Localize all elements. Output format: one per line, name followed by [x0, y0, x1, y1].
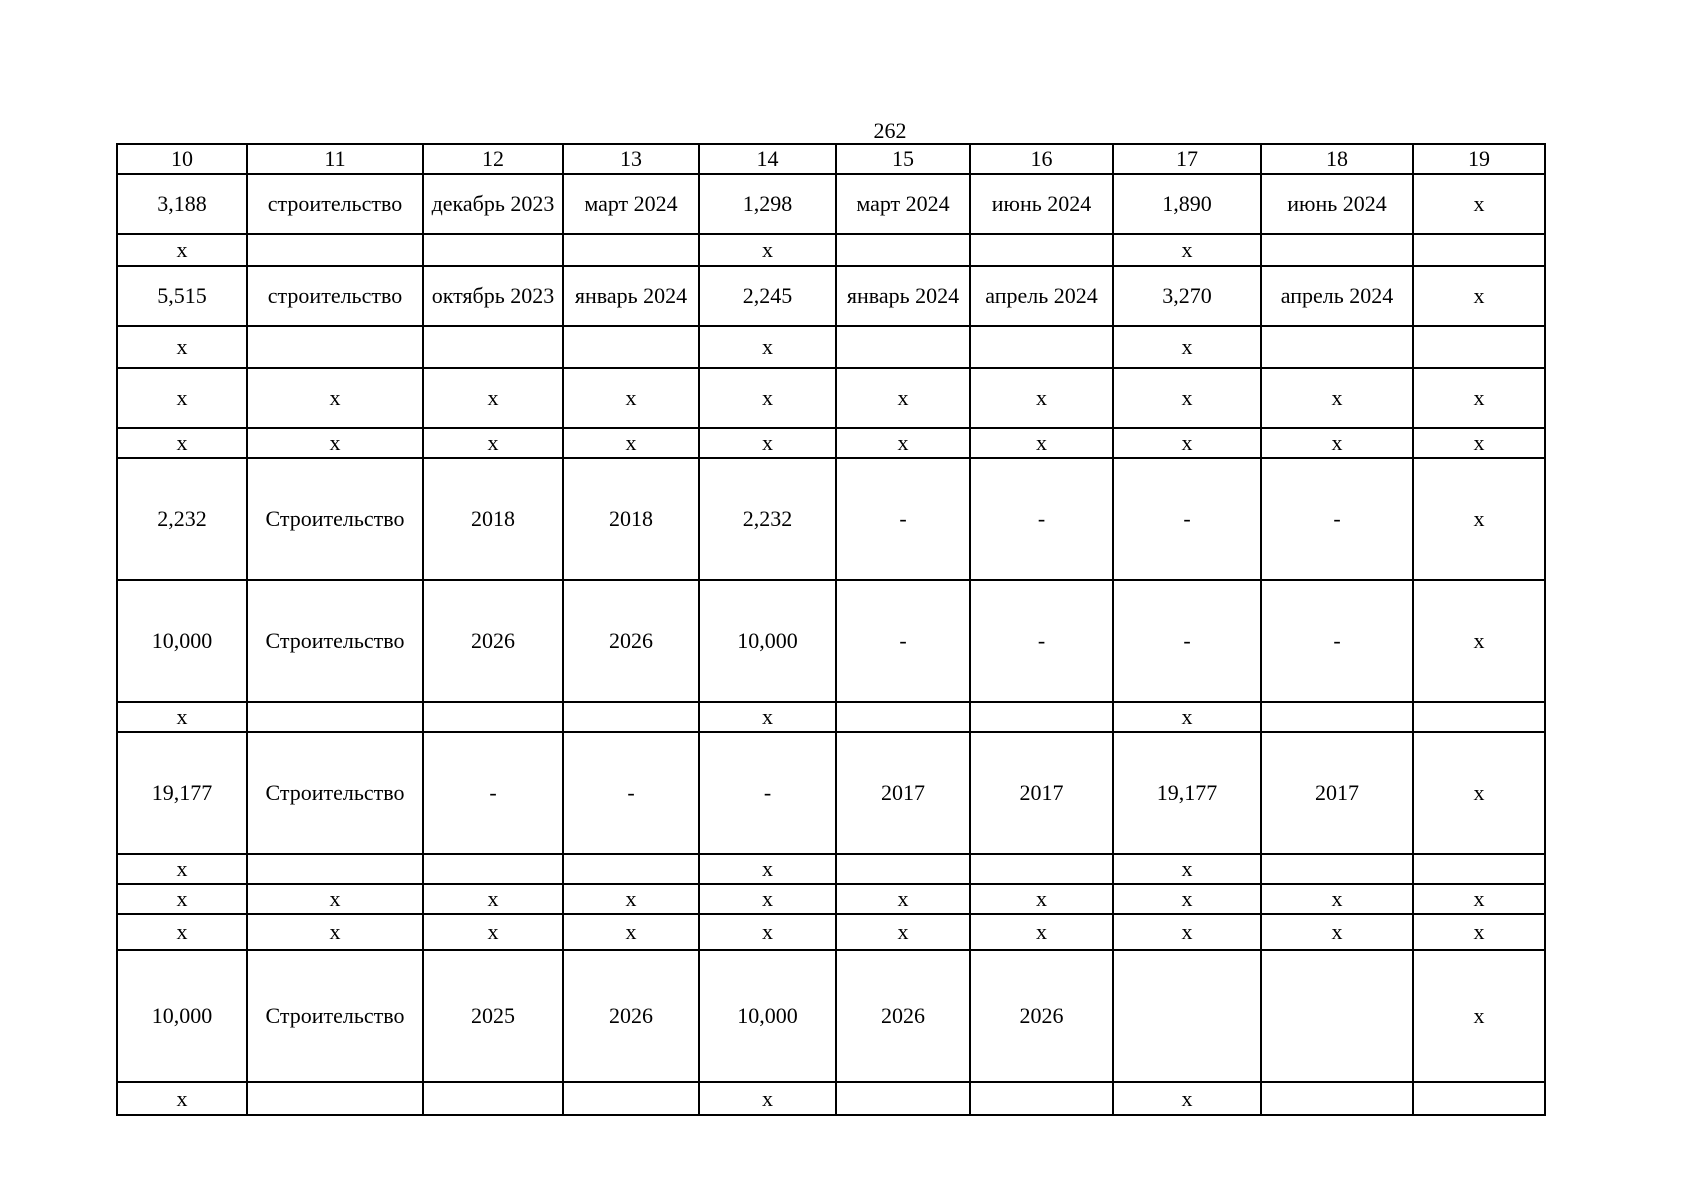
table-cell [247, 234, 423, 266]
table-cell: 19,177 [1113, 732, 1261, 854]
table-cell [247, 702, 423, 732]
table-cell: 2026 [423, 580, 563, 702]
table-cell: 10,000 [699, 950, 836, 1082]
table-cell: х [1261, 914, 1413, 950]
table-cell [1413, 702, 1545, 732]
table-cell: 2018 [423, 458, 563, 580]
table-cell: 2026 [563, 580, 699, 702]
table-cell: х [1413, 174, 1545, 234]
table-cell [1413, 1082, 1545, 1115]
table-row [117, 702, 1545, 732]
table-cell [563, 1082, 699, 1115]
table-cell: х [117, 854, 247, 884]
table-cell [970, 1082, 1113, 1115]
table-cell: х [117, 702, 247, 732]
column-header: 15 [836, 144, 970, 174]
table-cell: х [117, 884, 247, 914]
header-row [117, 144, 1545, 174]
column-header: 12 [423, 144, 563, 174]
table-cell: Строительство [247, 732, 423, 854]
table-cell: 10,000 [117, 580, 247, 702]
table-cell: 2017 [1261, 732, 1413, 854]
table-cell [836, 702, 970, 732]
table-cell: х [423, 428, 563, 458]
table-cell: Строительство [247, 458, 423, 580]
table-cell: х [699, 326, 836, 368]
table-cell: апрель 2024 [1261, 266, 1413, 326]
table-cell: х [1113, 914, 1261, 950]
table-cell: 2025 [423, 950, 563, 1082]
table-row [117, 174, 1545, 234]
table-cell: 10,000 [117, 950, 247, 1082]
table-cell: х [423, 914, 563, 950]
table-cell: х [1261, 368, 1413, 428]
table-cell [247, 854, 423, 884]
table-cell [970, 326, 1113, 368]
table-cell: декабрь 2023 [423, 174, 563, 234]
table-cell: строительство [247, 174, 423, 234]
table-cell: х [1413, 428, 1545, 458]
table-cell: х [970, 368, 1113, 428]
table-cell: - [1113, 458, 1261, 580]
table-cell: х [563, 428, 699, 458]
column-header: 14 [699, 144, 836, 174]
table-cell: 2017 [836, 732, 970, 854]
table-cell: х [1113, 854, 1261, 884]
table-cell: 19,177 [117, 732, 247, 854]
table-cell: х [970, 914, 1113, 950]
table-cell: 1,298 [699, 174, 836, 234]
table-cell [247, 326, 423, 368]
table-row [117, 326, 1545, 368]
table-cell: х [1413, 580, 1545, 702]
table-row [117, 950, 1545, 1082]
table-cell: 2,232 [117, 458, 247, 580]
table-cell: - [563, 732, 699, 854]
table-cell: 2026 [970, 950, 1113, 1082]
table-cell [836, 1082, 970, 1115]
table-cell [970, 702, 1113, 732]
column-header: 18 [1261, 144, 1413, 174]
table-cell: х [970, 428, 1113, 458]
table-cell: х [117, 1082, 247, 1115]
table-cell [970, 854, 1113, 884]
table-cell: х [699, 914, 836, 950]
page-number: 262 [873, 118, 907, 143]
table-cell: х [1113, 702, 1261, 732]
table-cell [1261, 950, 1413, 1082]
table-cell: х [699, 854, 836, 884]
table-cell [423, 234, 563, 266]
table-cell: х [1413, 458, 1545, 580]
table-cell: - [423, 732, 563, 854]
table-cell: 10,000 [699, 580, 836, 702]
table-cell: х [1413, 950, 1545, 1082]
table-cell [423, 326, 563, 368]
column-header: 11 [247, 144, 423, 174]
table-cell: - [1113, 580, 1261, 702]
table-row [117, 234, 1545, 266]
table-cell: х [1413, 266, 1545, 326]
table-cell: х [836, 368, 970, 428]
table-cell [1261, 234, 1413, 266]
table-cell: х [1413, 368, 1545, 428]
table-cell: - [836, 580, 970, 702]
table-cell: 2026 [563, 950, 699, 1082]
table-cell: 2017 [970, 732, 1113, 854]
table-cell: х [117, 368, 247, 428]
table-cell [1413, 234, 1545, 266]
table-cell: х [699, 702, 836, 732]
table-cell: 5,515 [117, 266, 247, 326]
table-cell [563, 234, 699, 266]
table-cell [1261, 1082, 1413, 1115]
table-cell: х [247, 884, 423, 914]
table-cell: х [1261, 428, 1413, 458]
table-cell: х [247, 428, 423, 458]
column-header: 13 [563, 144, 699, 174]
table-cell: х [1113, 234, 1261, 266]
table-row [117, 458, 1545, 580]
table-cell: 2,232 [699, 458, 836, 580]
table-cell: - [699, 732, 836, 854]
table-cell: октябрь 2023 [423, 266, 563, 326]
data-table [116, 143, 1546, 1116]
table-row [117, 1082, 1545, 1115]
table-row [117, 854, 1545, 884]
table-cell [836, 854, 970, 884]
table-cell: - [970, 458, 1113, 580]
table-cell: 3,188 [117, 174, 247, 234]
table-cell: - [970, 580, 1113, 702]
table-row [117, 266, 1545, 326]
table-cell: х [117, 326, 247, 368]
table-cell [836, 326, 970, 368]
table-cell: х [423, 884, 563, 914]
table-cell [423, 1082, 563, 1115]
table-cell [970, 234, 1113, 266]
table-cell: июнь 2024 [1261, 174, 1413, 234]
table-cell [1413, 854, 1545, 884]
table-cell: апрель 2024 [970, 266, 1113, 326]
table-row [117, 732, 1545, 854]
table-cell: х [1113, 428, 1261, 458]
table-cell: х [699, 428, 836, 458]
table-cell: х [1413, 884, 1545, 914]
table-cell: Строительство [247, 580, 423, 702]
table-cell: январь 2024 [836, 266, 970, 326]
table-cell: 2,245 [699, 266, 836, 326]
table-cell [1261, 702, 1413, 732]
table-cell: х [1261, 884, 1413, 914]
table-cell: х [1413, 732, 1545, 854]
table-cell [247, 1082, 423, 1115]
table-cell: х [563, 884, 699, 914]
table-cell: х [117, 914, 247, 950]
table-cell: 2018 [563, 458, 699, 580]
table-row [117, 368, 1545, 428]
table-cell: х [699, 1082, 836, 1115]
table-cell: - [1261, 458, 1413, 580]
column-header: 10 [117, 144, 247, 174]
table-row [117, 428, 1545, 458]
table-cell: х [836, 428, 970, 458]
table-cell: - [1261, 580, 1413, 702]
table-cell: х [563, 914, 699, 950]
table-cell: 2026 [836, 950, 970, 1082]
table-cell: х [836, 914, 970, 950]
table-cell [1413, 326, 1545, 368]
table-row [117, 914, 1545, 950]
table-cell: х [836, 884, 970, 914]
table-cell: х [699, 368, 836, 428]
table-cell: х [117, 234, 247, 266]
table-cell: х [563, 368, 699, 428]
table-cell: 3,270 [1113, 266, 1261, 326]
table-cell: х [699, 234, 836, 266]
table-cell [1261, 854, 1413, 884]
column-header: 17 [1113, 144, 1261, 174]
table-cell: х [1113, 1082, 1261, 1115]
table-cell: март 2024 [563, 174, 699, 234]
table-cell [423, 702, 563, 732]
table-cell: строительство [247, 266, 423, 326]
table-cell: х [699, 884, 836, 914]
table-cell [836, 234, 970, 266]
table-cell: июнь 2024 [970, 174, 1113, 234]
table-cell [423, 854, 563, 884]
column-header: 16 [970, 144, 1113, 174]
table-cell: х [247, 914, 423, 950]
table-cell: х [1113, 326, 1261, 368]
table-cell: х [1113, 368, 1261, 428]
table-row [117, 580, 1545, 702]
table-cell [1261, 326, 1413, 368]
table-row [117, 884, 1545, 914]
table-cell: х [247, 368, 423, 428]
table-cell: Строительство [247, 950, 423, 1082]
table-cell: 1,890 [1113, 174, 1261, 234]
table-cell [1113, 950, 1261, 1082]
table-cell: х [1113, 884, 1261, 914]
table-cell [563, 326, 699, 368]
table-cell: март 2024 [836, 174, 970, 234]
table-cell: х [117, 428, 247, 458]
table-cell: х [423, 368, 563, 428]
table-cell [563, 702, 699, 732]
table-cell: январь 2024 [563, 266, 699, 326]
table-cell [563, 854, 699, 884]
table-cell: х [970, 884, 1113, 914]
column-header: 19 [1413, 144, 1545, 174]
table-cell: х [1413, 914, 1545, 950]
table-cell: - [836, 458, 970, 580]
